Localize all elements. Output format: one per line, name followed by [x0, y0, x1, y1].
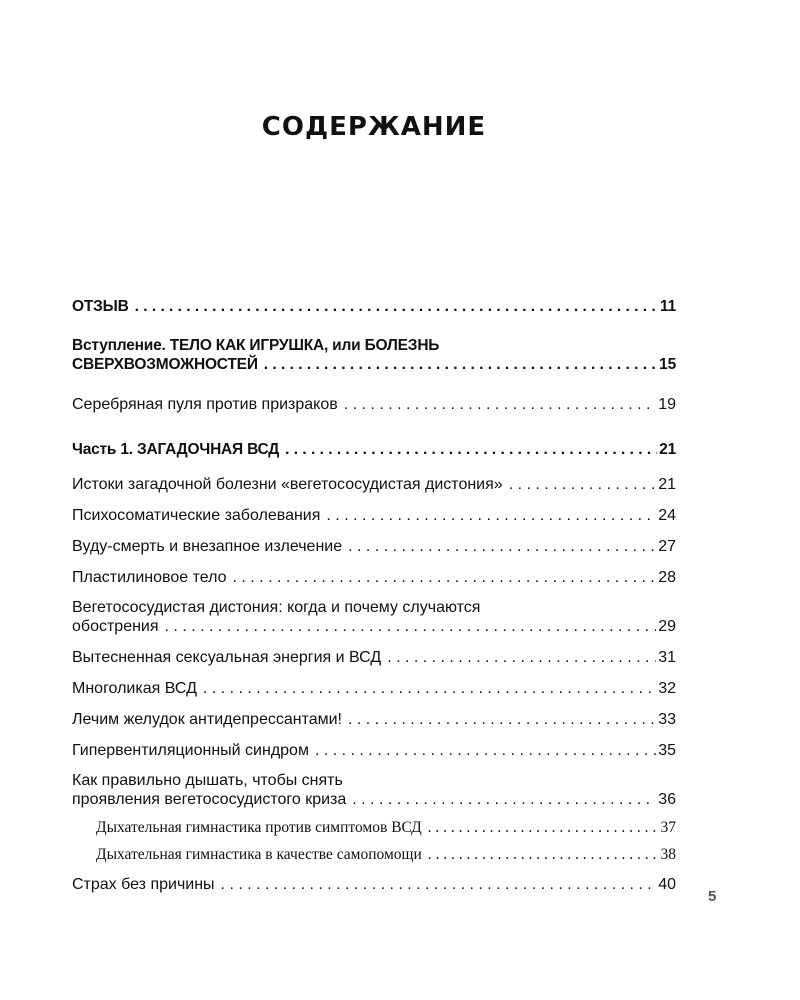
toc-entry-title: Гипервентиляционный синдром — [72, 742, 309, 759]
toc-entry-title: проявления вегетососудистого криза — [72, 791, 347, 808]
toc-entry-title: СВЕРХВОЗМОЖНОСТЕЙ — [72, 356, 258, 373]
toc-entry-title: Пластилиновое тело — [72, 569, 227, 586]
dot-leader — [233, 568, 657, 587]
toc-page-number: 32 — [658, 680, 676, 697]
toc-entry-silver-bullet — [72, 395, 676, 414]
toc-entry-title-line1: Вступление. ТЕЛО КАК ИГРУШКА, или БОЛЕЗНЬ — [72, 337, 440, 354]
dot-leader — [221, 875, 657, 894]
dot-leader — [315, 741, 656, 760]
dot-leader — [352, 790, 656, 809]
toc-entry-title: Вытесненная сексуальная энергия и ВСД — [72, 649, 382, 666]
toc-page-number: 35 — [658, 742, 676, 759]
toc-page-number: 27 — [658, 538, 676, 555]
toc-entry-plasticine-body — [72, 568, 676, 587]
toc-entry-title: Лечим желудок антидепрессантами! — [72, 711, 342, 728]
toc-entry-title: Психосоматические заболевания — [72, 507, 321, 524]
dot-leader — [135, 297, 658, 316]
toc-entry-antidepressants — [72, 710, 676, 729]
toc-entry-psychosomatic — [72, 506, 676, 525]
toc-entry-hyperventilation — [72, 741, 676, 760]
toc-page-number: 11 — [660, 298, 676, 315]
toc-entry-title: Дыхательная гимнастика в качестве самопомощи — [96, 846, 422, 863]
dot-leader — [203, 679, 656, 698]
toc-entry-review — [72, 297, 676, 316]
toc-page-number: 28 — [658, 569, 676, 586]
toc-entry-title-line1: Вегетососудистая дистония: когда и почему случаются — [72, 599, 481, 616]
toc-page-number: 21 — [659, 441, 676, 458]
toc-page-number: 31 — [658, 649, 676, 666]
toc-entry-title-line1: Как правильно дышать, чтобы снять — [72, 772, 343, 789]
toc-entry-title: обострения — [72, 618, 159, 635]
toc-subentry-gymnastics-selfhelp — [96, 845, 676, 864]
toc-entry-title: Дыхательная гимнастика против симптомов ВСД — [96, 819, 422, 836]
toc-entry-part-1 — [72, 440, 676, 459]
toc-page-number: 40 — [658, 876, 676, 893]
dot-leader — [165, 617, 657, 636]
toc-entry-exacerbations — [72, 598, 676, 636]
toc-entry-title: Серебряная пуля против призраков — [72, 396, 338, 413]
toc-entry-title: Страх без причины — [72, 876, 215, 893]
toc-entry-title: Часть 1. ЗАГАДОЧНАЯ ВСД — [72, 441, 280, 458]
dot-leader — [285, 440, 657, 459]
toc-page-number: 37 — [660, 819, 676, 836]
dot-leader — [348, 710, 656, 729]
toc-entry-title: ОТЗЫВ — [72, 298, 129, 315]
dot-leader — [344, 395, 656, 414]
toc-entry-introduction — [72, 336, 676, 374]
toc-page-number: 24 — [658, 507, 676, 524]
dot-leader — [348, 537, 656, 556]
toc-page-number: 19 — [658, 396, 676, 413]
toc-page-number: 15 — [659, 356, 676, 373]
toc-entry-title: Многоликая ВСД — [72, 680, 197, 697]
toc-entry-voodoo-death — [72, 537, 676, 556]
dot-leader — [428, 818, 659, 837]
toc-entry-many-faced-vsd — [72, 679, 676, 698]
toc-entry-fear-without-reason — [72, 875, 676, 894]
dot-leader — [509, 475, 657, 494]
toc-page-number: 21 — [658, 476, 676, 493]
dot-leader — [264, 355, 657, 374]
toc-entry-title: Истоки загадочной болезни «вегетососудистая дистония» — [72, 476, 503, 493]
toc-page-number: 33 — [658, 711, 676, 728]
page-title: СОДЕРЖАНИЕ — [261, 112, 487, 142]
toc-page-number: 36 — [658, 791, 676, 808]
toc-entry-title: Вуду-смерть и внезапное излечение — [72, 538, 343, 555]
toc-entry-breathing — [72, 771, 676, 809]
page-number: 5 — [708, 888, 717, 905]
dot-leader — [387, 648, 656, 667]
toc-subentry-gymnastics-vsd — [96, 818, 676, 837]
toc-entry-repressed-energy — [72, 648, 676, 667]
toc-entry-origins — [72, 475, 676, 494]
toc-page-number: 38 — [660, 846, 676, 863]
dot-leader — [326, 506, 656, 525]
toc-page-number: 29 — [658, 618, 676, 635]
dot-leader — [428, 845, 659, 864]
